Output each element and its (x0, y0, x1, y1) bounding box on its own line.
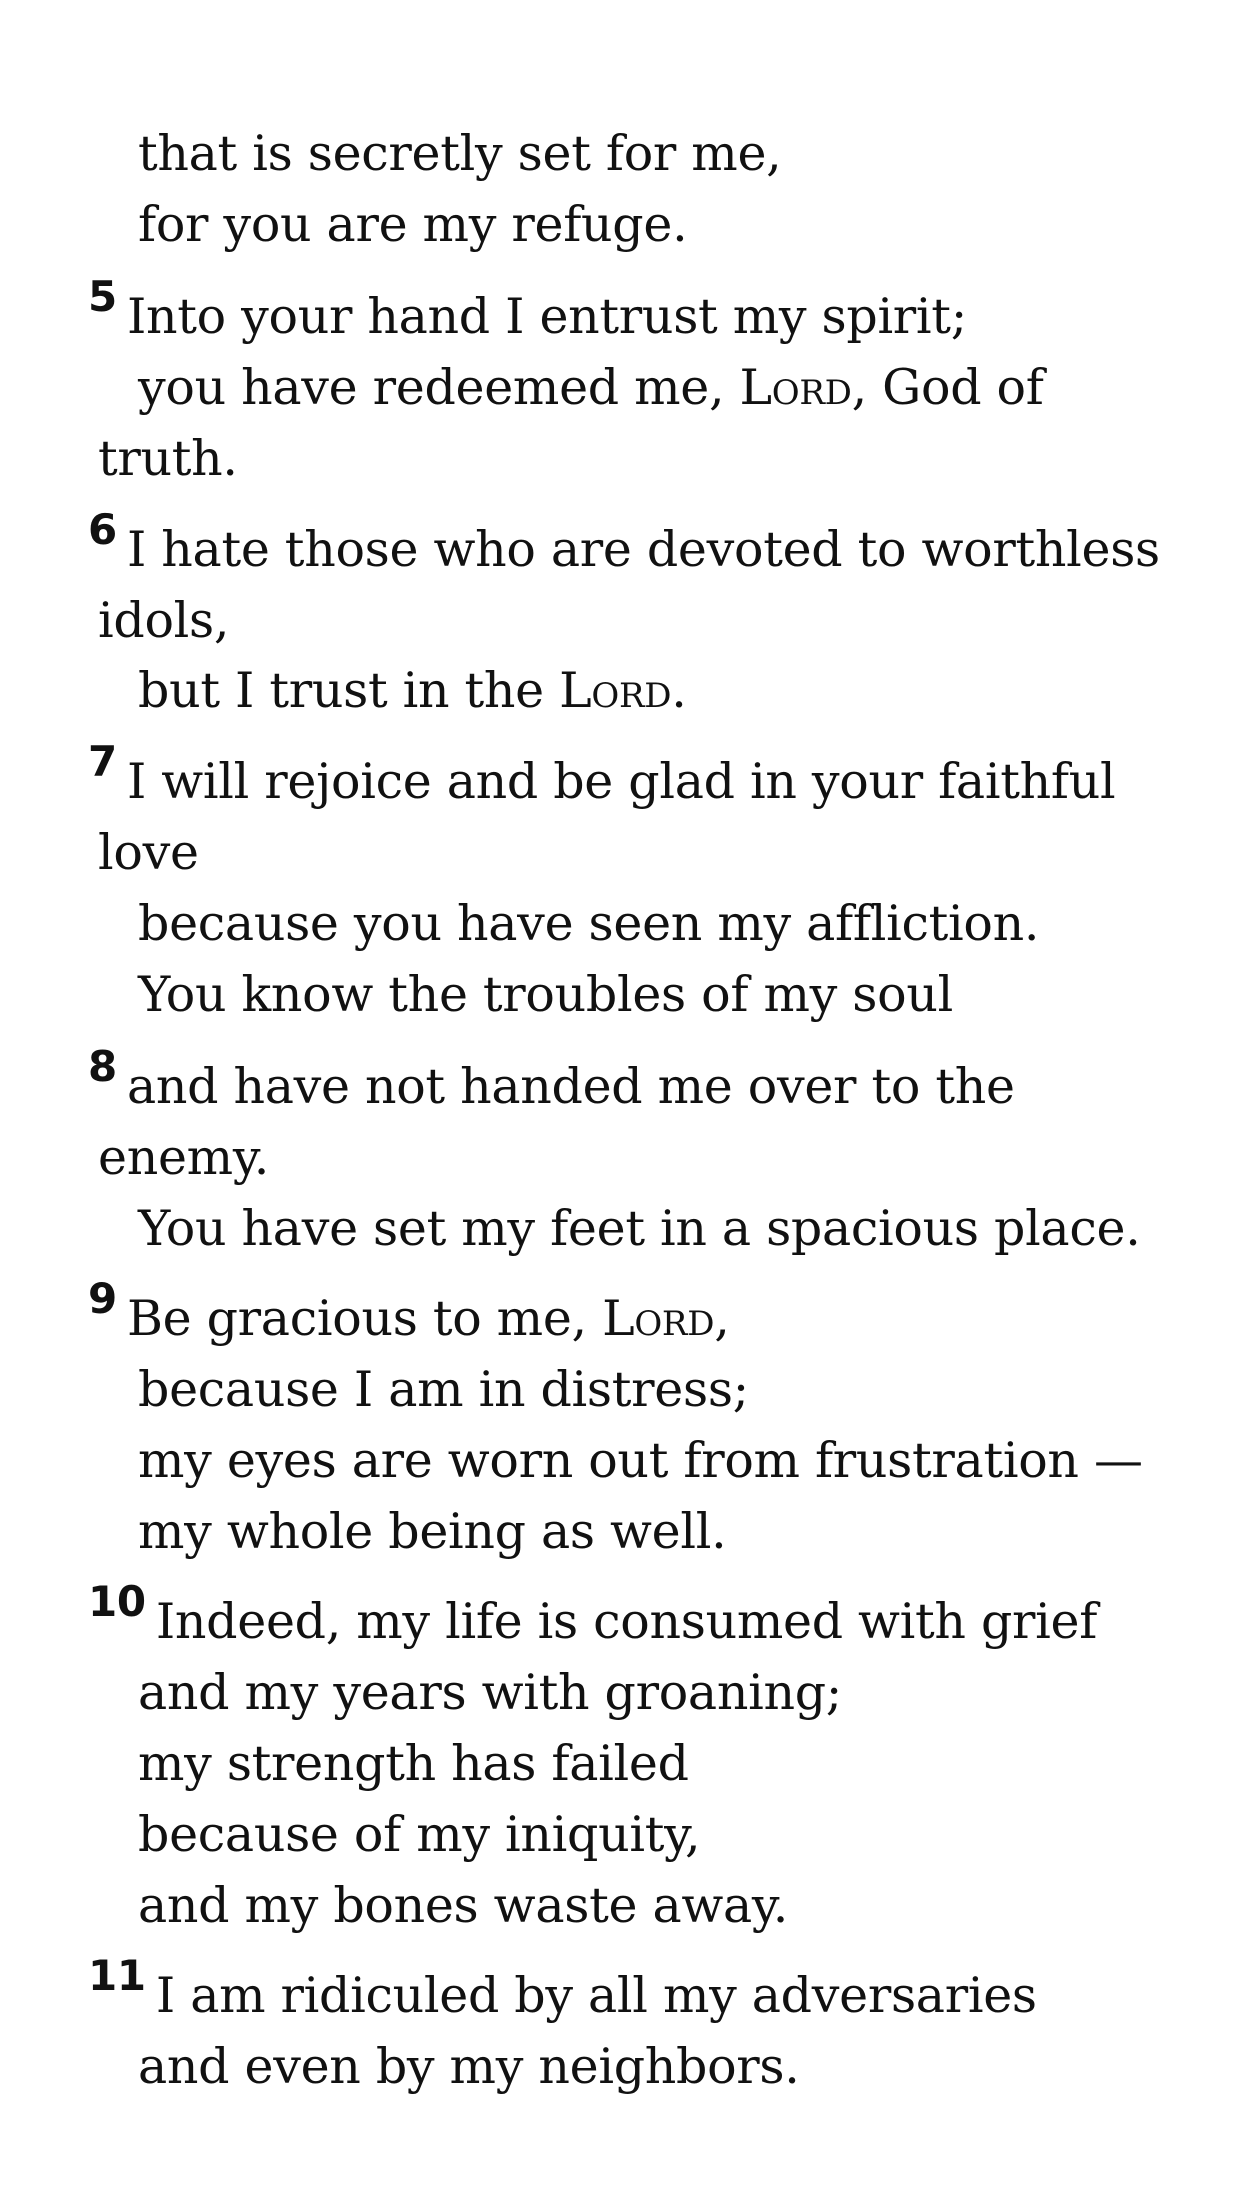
verse-number: 11 (88, 1951, 146, 2000)
poem-line-continuation (98, 1128, 269, 1188)
poem-line (138, 124, 781, 184)
poem-line (138, 965, 953, 1025)
poem-line (138, 1199, 1140, 1259)
line-text: You have set my feet in a spacious place. (138, 1200, 1141, 1257)
line-text: because of my iniquity, (138, 1806, 701, 1863)
poem-line (138, 1663, 842, 1723)
poem-line (138, 2037, 800, 2097)
line-text: Into your hand I entrust my spirit; (126, 288, 967, 345)
poem-line (138, 195, 687, 255)
line-text: my whole being as well. (138, 1503, 727, 1560)
line-text: , (714, 1290, 730, 1347)
divine-name: Lord (739, 359, 852, 416)
verse-9 (88, 1274, 730, 1351)
line-text: and even by my neighbors. (138, 2038, 800, 2095)
poem-line-continuation (98, 429, 238, 489)
line-text: . (671, 662, 687, 719)
line-text: I am ridiculed by all my adversaries (155, 1967, 1037, 2024)
verse-number: 9 (88, 1274, 117, 1323)
line-text: you have redeemed me, (138, 359, 740, 416)
poem-line (138, 894, 1039, 954)
poem-line (138, 358, 1044, 418)
poem-line-continuation (98, 591, 229, 651)
line-text: Be gracious to me, (126, 1290, 603, 1347)
poem-line-continuation (98, 823, 199, 883)
verse-number: 5 (88, 272, 117, 321)
line-text: truth. (98, 430, 238, 487)
line-text: for you are my refuge. (138, 196, 688, 253)
divine-name: Lord (559, 662, 672, 719)
line-text: love (98, 824, 199, 881)
poem-line (138, 1431, 1143, 1491)
divine-name: Lord (602, 1290, 715, 1347)
line-text: that is secretly set for me, (138, 125, 782, 182)
verse-number: 7 (88, 737, 117, 786)
line-text: because you have seen my affliction. (138, 895, 1040, 952)
line-text: and have not handed me over to the (126, 1058, 1015, 1115)
line-text: I hate those who are devoted to worthless (126, 521, 1160, 578)
line-text: and my years with groaning; (138, 1664, 842, 1721)
line-text: Indeed, my life is consumed with grief (155, 1593, 1098, 1650)
line-text: I will rejoice and be glad in your faithful (126, 753, 1116, 810)
line-text: my strength has failed (138, 1735, 689, 1792)
line-text: and my bones waste away. (138, 1877, 789, 1934)
line-text: You know the troubles of my soul (138, 966, 953, 1023)
poem-line (138, 1805, 700, 1865)
poem-line (138, 1360, 749, 1420)
verse-10 (88, 1577, 1098, 1654)
verse-number: 6 (88, 505, 117, 554)
verse-8 (88, 1042, 1015, 1119)
line-text: my eyes are worn out from frustration — (138, 1432, 1143, 1489)
line-text: because I am in distress; (138, 1361, 749, 1418)
line-text: idols, (98, 592, 230, 649)
poem-line (138, 1876, 788, 1936)
verse-11 (88, 1951, 1037, 2028)
line-text: , God of (851, 359, 1044, 416)
verse-number: 10 (88, 1577, 146, 1626)
line-text: but I trust in the (138, 662, 560, 719)
poem-line (138, 1502, 726, 1562)
poem-line (138, 661, 687, 721)
line-text: enemy. (98, 1129, 269, 1186)
verse-5 (88, 272, 967, 349)
verse-number: 8 (88, 1042, 117, 1091)
poem-line (138, 1734, 689, 1794)
verse-7 (88, 737, 1116, 814)
verse-6 (88, 505, 1160, 582)
